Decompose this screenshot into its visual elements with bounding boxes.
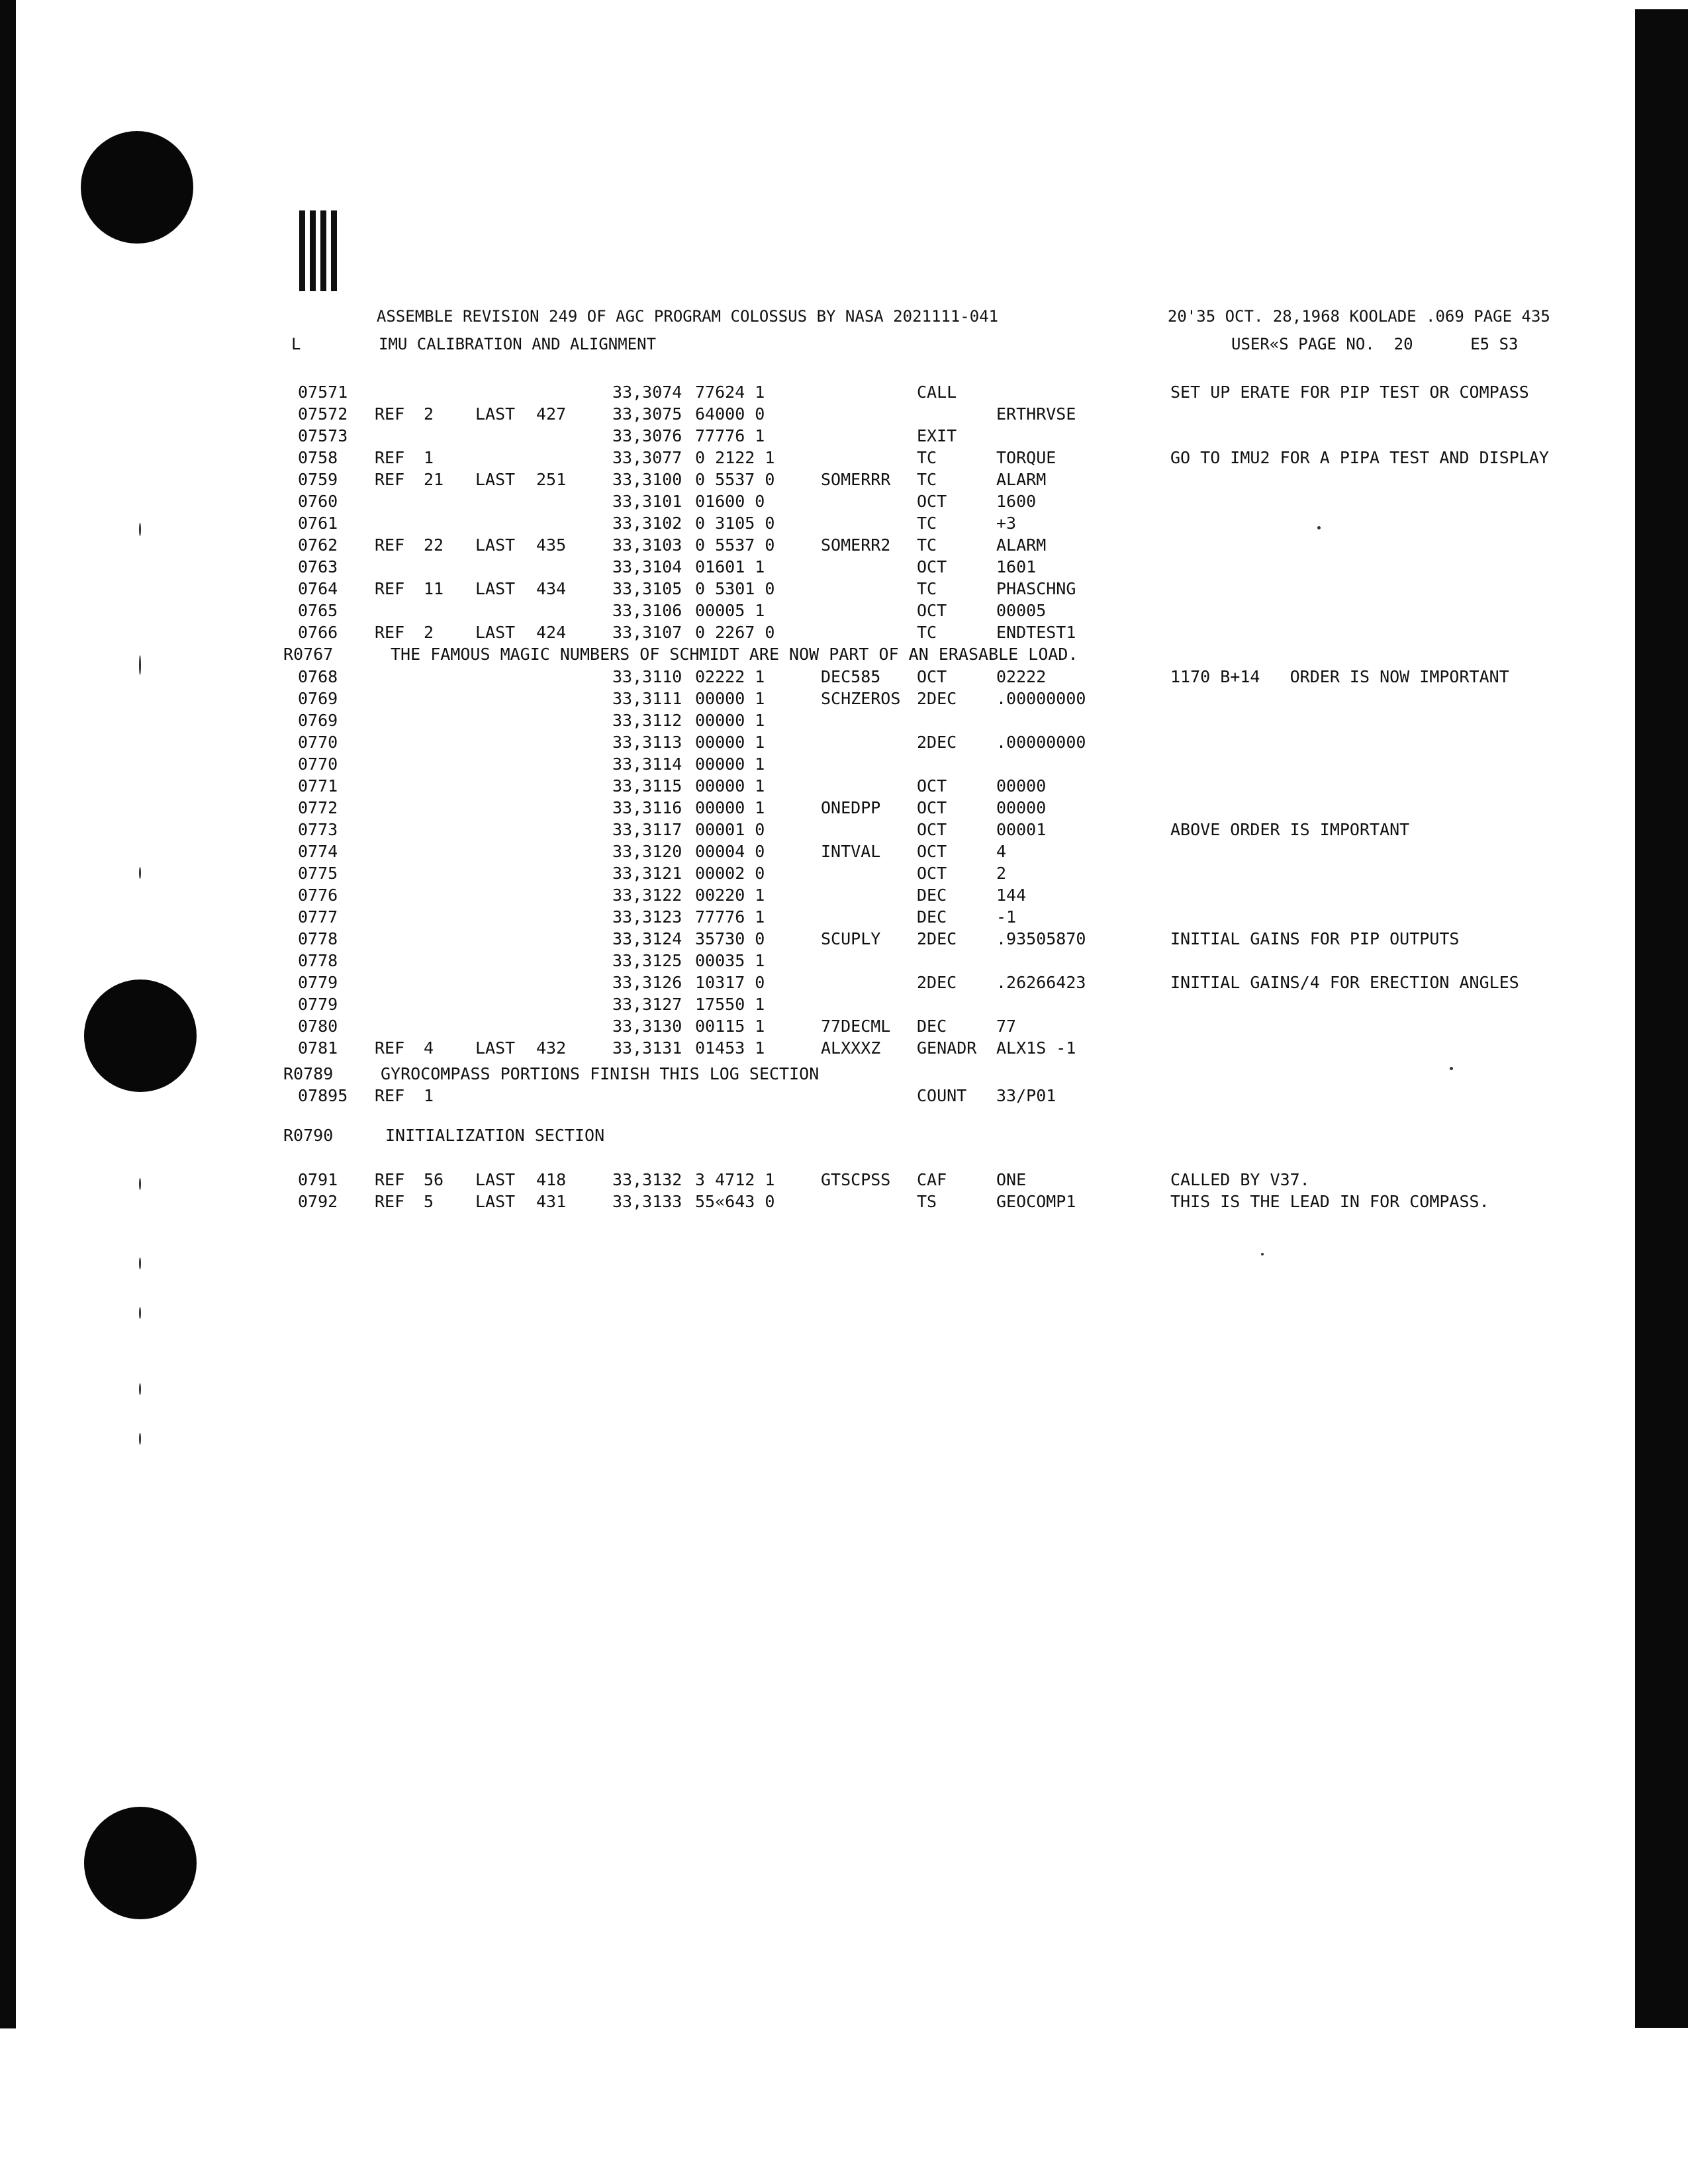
line-number: 0791 (298, 1170, 338, 1189)
ref-keyword: REF (375, 623, 405, 642)
operand: 4 (996, 842, 1007, 861)
scan-edge-right (1635, 9, 1688, 2028)
address: 33,3107 (612, 623, 682, 642)
octal-word: 00220 1 (695, 886, 765, 905)
ref-count: 1 (424, 1086, 434, 1105)
octal-word: 00004 0 (695, 842, 765, 861)
octal-word: 01453 1 (695, 1038, 765, 1058)
operand: .93505870 (996, 929, 1086, 948)
octal-word: 77776 1 (695, 907, 765, 927)
last-keyword: LAST (475, 579, 516, 598)
operand: ALX1S -1 (996, 1038, 1076, 1058)
octal-word: 01601 1 (695, 557, 765, 576)
operand: 00001 (996, 820, 1047, 839)
address: 33,3074 (612, 383, 682, 402)
line-number: 0770 (298, 754, 338, 774)
octal-word: 00000 1 (695, 689, 765, 708)
line-number: 07895 (298, 1086, 348, 1105)
octal-word: 00000 1 (695, 754, 765, 774)
line-number: 0760 (298, 492, 338, 511)
octal-word: 00000 1 (695, 798, 765, 817)
octal-word: 00000 1 (695, 711, 765, 730)
punch-hole (81, 131, 193, 244)
address: 33,3112 (612, 711, 682, 730)
opcode: 2DEC (917, 973, 957, 992)
last-page: 435 (536, 535, 567, 555)
symbol-label: INTVAL (821, 842, 881, 861)
operand: 1600 (996, 492, 1037, 511)
address: 33,3075 (612, 404, 682, 424)
ref-count: 2 (424, 623, 434, 642)
address: 33,3115 (612, 776, 682, 796)
comment: GO TO IMU2 FOR A PIPA TEST AND DISPLAY (1170, 448, 1549, 467)
octal-word: 77624 1 (695, 383, 765, 402)
operand: 00000 (996, 776, 1047, 796)
line-number: 0759 (298, 470, 338, 489)
remark-text: THE FAMOUS MAGIC NUMBERS OF SCHMIDT ARE NOW PART OF AN ERASABLE LOAD. (391, 645, 1078, 664)
address: 33,3117 (612, 820, 682, 839)
address: 33,3122 (612, 886, 682, 905)
operand: PHASCHNG (996, 579, 1076, 598)
opcode: DEC (917, 886, 947, 905)
address: 33,3114 (612, 754, 682, 774)
last-page: 418 (536, 1170, 567, 1189)
opcode: COUNT (917, 1086, 967, 1105)
ref-count: 21 (424, 470, 444, 489)
operand: 77 (996, 1017, 1017, 1036)
opcode: OCT (917, 492, 947, 511)
line-number: 0778 (298, 929, 338, 948)
listing-header (357, 293, 998, 324)
line-number: 0762 (298, 535, 338, 555)
symbol-label: ONEDPP (821, 798, 881, 817)
printer-mark-icon (299, 210, 339, 291)
operand: ERTHRVSE (996, 404, 1076, 424)
line-number: 07573 (298, 426, 348, 445)
scan-speck (139, 1433, 141, 1445)
operand: ONE (996, 1170, 1027, 1189)
comment: THIS IS THE LEAD IN FOR COMPASS. (1170, 1192, 1489, 1211)
operand: -1 (996, 907, 1017, 927)
last-keyword: LAST (475, 470, 516, 489)
symbol-label: SCHZEROS (821, 689, 901, 708)
remark-id: R0767 (283, 645, 334, 664)
octal-word: 10317 0 (695, 973, 765, 992)
opcode: TC (917, 448, 937, 467)
last-keyword: LAST (475, 1038, 516, 1058)
scan-speck (139, 1257, 141, 1269)
address: 33,3125 (612, 951, 682, 970)
comment: 1170 B+14 ORDER IS NOW IMPORTANT (1170, 667, 1509, 686)
octal-word: 00002 0 (695, 864, 765, 883)
address: 33,3120 (612, 842, 682, 861)
opcode: OCT (917, 776, 947, 796)
last-keyword: LAST (475, 1170, 516, 1189)
symbol-label: ALXXXZ (821, 1038, 881, 1058)
operand: ALARM (996, 535, 1047, 555)
octal-word: 00115 1 (695, 1017, 765, 1036)
ref-keyword: REF (375, 470, 405, 489)
opcode: OCT (917, 864, 947, 883)
symbol-label: 77DECML (821, 1017, 891, 1036)
opcode: TC (917, 579, 937, 598)
address: 33,3111 (612, 689, 682, 708)
remark-id: R0789 (283, 1064, 334, 1083)
ref-keyword: REF (375, 448, 405, 467)
last-keyword: LAST (475, 1192, 516, 1211)
last-page: 434 (536, 579, 567, 598)
operand: +3 (996, 514, 1017, 533)
address: 33,3100 (612, 470, 682, 489)
opcode: OCT (917, 798, 947, 817)
opcode: CAF (917, 1170, 947, 1189)
operand: GEOCOMP1 (996, 1192, 1076, 1211)
scan-speck (139, 1383, 141, 1395)
line-number: 0781 (298, 1038, 338, 1058)
operand: 33/P01 (996, 1086, 1056, 1105)
address: 33,3105 (612, 579, 682, 598)
opcode: GENADR (917, 1038, 977, 1058)
scan-speck (1317, 526, 1321, 529)
operand: .00000000 (996, 733, 1086, 752)
symbol-label: SOMERRR (821, 470, 891, 489)
line-number: 0779 (298, 973, 338, 992)
address: 33,3121 (612, 864, 682, 883)
remark-text: GYROCOMPASS PORTIONS FINISH THIS LOG SECTION (381, 1064, 820, 1083)
opcode: 2DEC (917, 733, 957, 752)
address: 33,3126 (612, 973, 682, 992)
scan-speck (139, 523, 141, 536)
opcode: TC (917, 470, 937, 489)
symbol-label: SOMERR2 (821, 535, 891, 555)
line-number: 0779 (298, 995, 338, 1014)
operand: ALARM (996, 470, 1047, 489)
octal-word: 00000 1 (695, 776, 765, 796)
last-page: 424 (536, 623, 567, 642)
line-number: 0770 (298, 733, 338, 752)
opcode: OCT (917, 820, 947, 839)
line-number: 0768 (298, 667, 338, 686)
opcode: EXIT (917, 426, 957, 445)
octal-word: 0 5537 0 (695, 470, 775, 489)
opcode: 2DEC (917, 929, 957, 948)
assembly-title: ASSEMBLE REVISION 249 OF AGC PROGRAM COLOSSUS BY NASA 2021111-041 (376, 307, 999, 326)
opcode: OCT (917, 667, 947, 686)
operand: 00005 (996, 601, 1047, 620)
line-number: 0769 (298, 711, 338, 730)
address: 33,3103 (612, 535, 682, 555)
line-number: 0763 (298, 557, 338, 576)
opcode: TC (917, 623, 937, 642)
section-heading: INITIALIZATION SECTION (385, 1126, 605, 1145)
ref-keyword: REF (375, 1170, 405, 1189)
address: 33,3124 (612, 929, 682, 948)
opcode: TC (917, 535, 937, 555)
operand: TORQUE (996, 448, 1056, 467)
line-number: 0780 (298, 1017, 338, 1036)
line-number: 0773 (298, 820, 338, 839)
address: 33,3116 (612, 798, 682, 817)
ref-keyword: REF (375, 1086, 405, 1105)
address: 33,3130 (612, 1017, 682, 1036)
operand: .00000000 (996, 689, 1086, 708)
ref-keyword: REF (375, 535, 405, 555)
line-number: 0774 (298, 842, 338, 861)
scan-speck (1450, 1067, 1453, 1070)
opcode: DEC (917, 907, 947, 927)
octal-word: 02222 1 (695, 667, 765, 686)
line-number: 0758 (298, 448, 338, 467)
address: 33,3077 (612, 448, 682, 467)
line-number: 0777 (298, 907, 338, 927)
ref-count: 2 (424, 404, 434, 424)
scan-speck (1261, 1253, 1264, 1255)
line-number: 0775 (298, 864, 338, 883)
octal-word: 00000 1 (695, 733, 765, 752)
address: 33,3101 (612, 492, 682, 511)
line-number: 0766 (298, 623, 338, 642)
ref-count: 11 (424, 579, 444, 598)
address: 33,3113 (612, 733, 682, 752)
line-number: 0769 (298, 689, 338, 708)
last-keyword: LAST (475, 404, 516, 424)
address: 33,3132 (612, 1170, 682, 1189)
line-number: 0764 (298, 579, 338, 598)
scan-speck (139, 655, 141, 675)
symbol-label: DEC585 (821, 667, 881, 686)
octal-word: 3 4712 1 (695, 1170, 775, 1189)
operand: ENDTEST1 (996, 623, 1076, 642)
octal-word: 0 5537 0 (695, 535, 775, 555)
symbol-label: SCUPLY (821, 929, 881, 948)
section-title: IMU CALIBRATION AND ALIGNMENT (379, 335, 657, 353)
ref-count: 22 (424, 535, 444, 555)
address: 33,3110 (612, 667, 682, 686)
ref-keyword: REF (375, 404, 405, 424)
octal-word: 00005 1 (695, 601, 765, 620)
operand: .26266423 (996, 973, 1086, 992)
timestamp-page: 20'35 OCT. 28,1968 KOOLADE .069 PAGE 435 (1167, 307, 1550, 326)
listing-header-right (1149, 293, 1550, 324)
opcode: TS (917, 1192, 937, 1211)
ref-keyword: REF (375, 1192, 405, 1211)
address: 33,3106 (612, 601, 682, 620)
address: 33,3102 (612, 514, 682, 533)
punch-hole (84, 979, 197, 1092)
octal-word: 0 5301 0 (695, 579, 775, 598)
octal-word: 0 3105 0 (695, 514, 775, 533)
line-number: 0792 (298, 1192, 338, 1211)
comment: INITIAL GAINS/4 FOR ERECTION ANGLES (1170, 973, 1519, 992)
comment: CALLED BY V37. (1170, 1170, 1310, 1189)
address: 33,3131 (612, 1038, 682, 1058)
opcode: DEC (917, 1017, 947, 1036)
ref-count: 4 (424, 1038, 434, 1058)
octal-word: 17550 1 (695, 995, 765, 1014)
address: 33,3127 (612, 995, 682, 1014)
octal-word: 55«643 0 (695, 1192, 775, 1211)
symbol-label: GTSCPSS (821, 1170, 891, 1189)
line-number: 07571 (298, 383, 348, 402)
last-page: 431 (536, 1192, 567, 1211)
octal-word: 64000 0 (695, 404, 765, 424)
last-page: 432 (536, 1038, 567, 1058)
scan-speck (139, 1178, 141, 1190)
comment: INITIAL GAINS FOR PIP OUTPUTS (1170, 929, 1460, 948)
octal-word: 0 2122 1 (695, 448, 775, 467)
line-number: 0761 (298, 514, 338, 533)
operand: 02222 (996, 667, 1047, 686)
octal-word: 01600 0 (695, 492, 765, 511)
ref-count: 1 (424, 448, 434, 467)
ref-count: 56 (424, 1170, 444, 1189)
operand: 144 (996, 886, 1027, 905)
octal-word: 35730 0 (695, 929, 765, 948)
address: 33,3076 (612, 426, 682, 445)
opcode: OCT (917, 842, 947, 861)
line-number: 0776 (298, 886, 338, 905)
opcode: OCT (917, 601, 947, 620)
scan-speck (139, 1307, 141, 1319)
scan-speck (139, 867, 141, 879)
octal-word: 77776 1 (695, 426, 765, 445)
line-number: 0778 (298, 951, 338, 970)
octal-word: 00001 0 (695, 820, 765, 839)
section-marker: L (291, 335, 301, 353)
address: 33,3133 (612, 1192, 682, 1211)
line-number: 07572 (298, 404, 348, 424)
address: 33,3104 (612, 557, 682, 576)
line-number: 0765 (298, 601, 338, 620)
operand: 1601 (996, 557, 1037, 576)
line-number: 0771 (298, 776, 338, 796)
line-number: 0772 (298, 798, 338, 817)
octal-word: 00035 1 (695, 951, 765, 970)
ref-count: 5 (424, 1192, 434, 1211)
comment: ABOVE ORDER IS IMPORTANT (1170, 820, 1410, 839)
operand: 2 (996, 864, 1007, 883)
opcode: CALL (917, 383, 957, 402)
scan-edge-left (0, 0, 16, 2028)
operand: 00000 (996, 798, 1047, 817)
octal-word: 0 2267 0 (695, 623, 775, 642)
opcode: 2DEC (917, 689, 957, 708)
last-keyword: LAST (475, 535, 516, 555)
punch-hole (84, 1807, 197, 1919)
last-keyword: LAST (475, 623, 516, 642)
user-page-number: USER«S PAGE NO. 20 E5 S3 (1231, 335, 1519, 353)
remark-id: R0790 (283, 1126, 334, 1145)
last-page: 251 (536, 470, 567, 489)
comment: SET UP ERATE FOR PIP TEST OR COMPASS (1170, 383, 1529, 402)
ref-keyword: REF (375, 1038, 405, 1058)
ref-keyword: REF (375, 579, 405, 598)
opcode: OCT (917, 557, 947, 576)
opcode: TC (917, 514, 937, 533)
address: 33,3123 (612, 907, 682, 927)
last-page: 427 (536, 404, 567, 424)
